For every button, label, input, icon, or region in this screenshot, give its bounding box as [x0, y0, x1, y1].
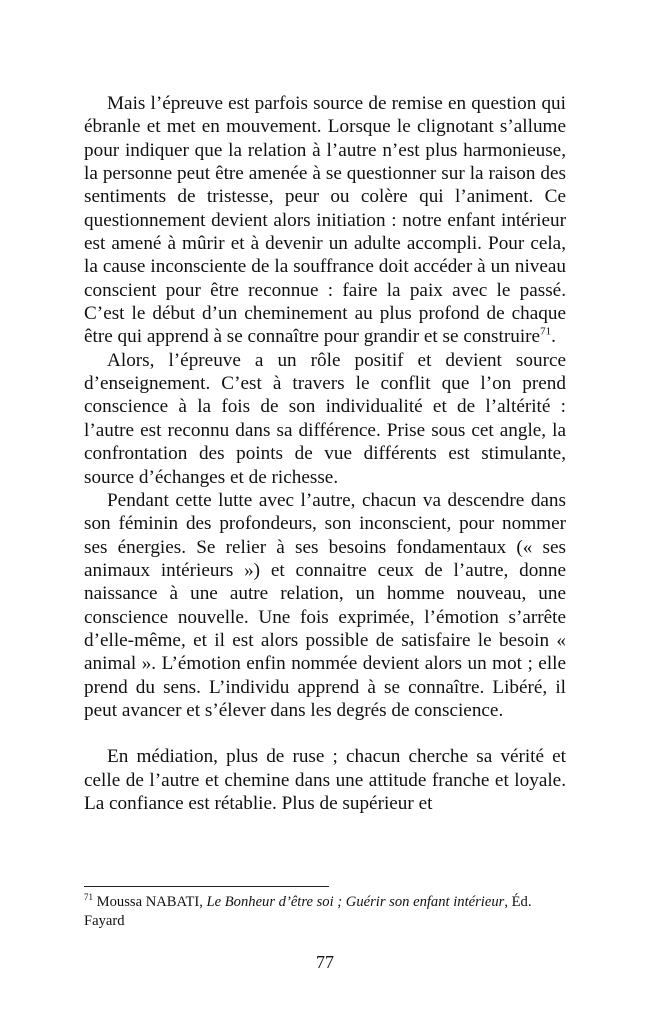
section-break: [84, 722, 566, 745]
paragraph-1-text: Mais l’épreuve est parfois source de remise en question qui ébranle et met en mouvement. Lorsque le clignotant s’allume pour indiquer que la relation à l’autre n’est plus harmonieuse, la personne peut être amenée à se questionner sur la raison des sentiments de tristesse, peur ou colère qui l’animent. Ce questionnement devient alors initiation : notre enfant intérieur est amené à mûrir et à devenir un adulte accompli. Pour cela, la cause inconsciente de la souffrance doit accéder à un niveau conscient pour être reconnue : faire la paix avec le passé. C’est le début d’un cheminement au plus profond de chaque être qui apprend à se connaître pour grandir et se construire: [84, 93, 566, 348]
paragraph-3: Pendant cette lutte avec l’autre, chacun va descendre dans son féminin des profondeurs, son inconscient, pour nommer ses énergies. Se relier à ses besoins fondamentaux (« ses animaux intérieurs ») et connaitre ceux de l’autre, donne naissance à une autre relation, un homme nouveau, une conscience nouvelle. Une fois exprimée, l’émotion s’arrête d’elle-même, et il est alors possible de satisfaire le besoin « animal ». L’émotion enfin nommée devient alors un mot ; elle prend du sens. L’individu apprend à se connaître. Libéré, il peut avancer et s’élever dans les degrés de conscience.: [84, 489, 566, 721]
footnote: [84, 893, 566, 931]
paragraph-2: Alors, l’épreuve a un rôle positif et devient source d’enseignement. C’est à travers le conflit que l’on prend conscience à la fois de son individualité et de l’altérité : l’autre est reconnu dans sa différence. Prise sous cet angle, la confrontation des points de vue différents est stimulante, source d’échanges et de richesse.: [84, 349, 566, 488]
page-number: 77: [316, 952, 334, 972]
footnote-number: 71: [84, 892, 93, 903]
footnote-publisher: , Éd. Fayard: [84, 894, 532, 929]
page-body: [84, 92, 566, 815]
footnote-author: Moussa NABATI,: [96, 894, 207, 910]
paragraph-1-end: .: [551, 326, 556, 348]
footnote-reference[interactable]: 71: [540, 326, 552, 339]
footnote-divider: [84, 886, 329, 887]
footnote-title: Le Bonheur d’être soi ; Guérir son enfant intérieur: [206, 894, 505, 910]
paragraph-4: En médiation, plus de ruse ; chacun cherche sa vérité et celle de l’autre et chemine dans une attitude franche et loyale. La confiance est rétablie. Plus de supérieur et: [84, 746, 566, 814]
paragraph-1: [84, 92, 566, 349]
